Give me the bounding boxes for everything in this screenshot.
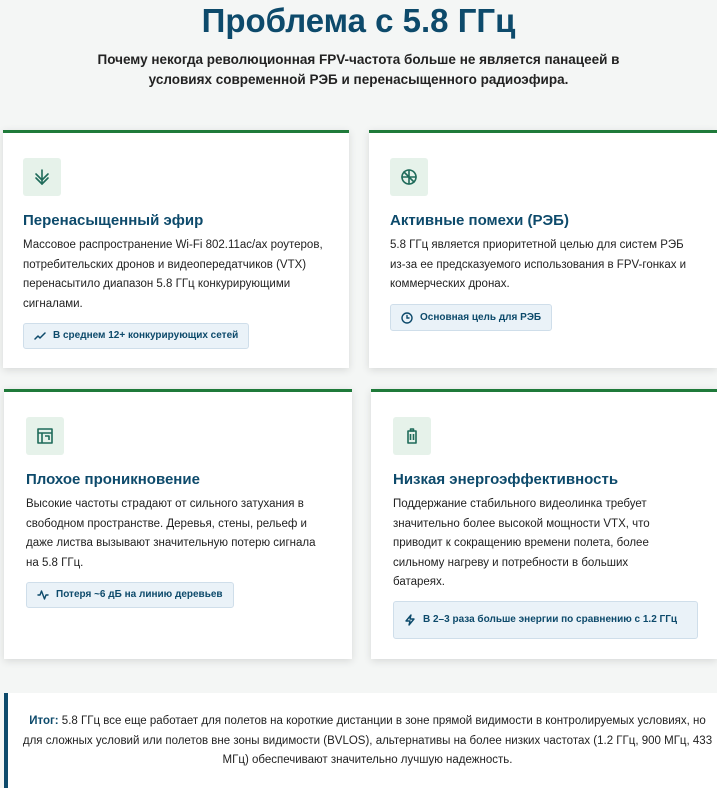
badge-loss bbox=[26, 582, 234, 608]
pulse-icon bbox=[37, 589, 49, 601]
badge-label: Основная цель для РЭБ bbox=[420, 311, 542, 323]
card-active-jamming bbox=[369, 130, 717, 368]
page-subtitle: Почему некогда революционная FPV-частота больше не является панацеей в условиях современной РЭБ и перенасыщенного радиоэфира. bbox=[97, 52, 620, 87]
card-low-efficiency bbox=[371, 389, 717, 659]
badge-label: В 2–3 раза больше энергии по сравнению с 1.2 ГГц bbox=[423, 614, 678, 625]
trend-icon bbox=[34, 330, 46, 342]
battery-icon bbox=[393, 417, 431, 455]
card-text: Высокие частоты страдают от сильного затухания в свободном пространстве. Деревья, стены, рельеф и даже листва вызывают значительную потерю сигнала на 5.8 ГГц. bbox=[26, 498, 316, 569]
card-text: 5.8 ГГц является приоритетной целью для систем РЭБ из-за ее предсказуемого использования в FPV-гонках и коммерческих дронах. bbox=[390, 239, 687, 290]
card-poor-penetration bbox=[4, 389, 352, 659]
badge-energy bbox=[393, 601, 698, 639]
panel-icon bbox=[26, 417, 64, 455]
card-title: Плохое проникновение bbox=[26, 471, 200, 488]
badge-target bbox=[390, 304, 552, 331]
summary-text bbox=[22, 712, 713, 771]
badge-networks bbox=[23, 323, 249, 349]
card-text: Поддержание стабильного видеолинка требует значительно более высокой мощности VTX, что приводит к сокращению времени полета, более сильному нагреву и потребности в больших батареях. bbox=[393, 498, 650, 588]
badge-label: Потеря ~6 дБ на линию деревьев bbox=[56, 589, 223, 600]
page-title: Проблема с 5.8 ГГц bbox=[201, 2, 516, 39]
card-text: Массовое распространение Wi-Fi 802.11ac/ax роутеров, потребительских дронов и видеопередатчиков (VTX) перенасытило диапазон 5.8 ГГц конкурирующими сигналами. bbox=[23, 239, 323, 310]
crosshair-icon bbox=[390, 158, 428, 196]
clock-icon bbox=[401, 312, 413, 324]
badge-label: В среднем 12+ конкурирующих сетей bbox=[53, 330, 239, 341]
card-title: Перенасыщенный эфир bbox=[23, 212, 204, 229]
signal-icon bbox=[23, 158, 61, 196]
summary-body: 5.8 ГГц все еще работает для полетов на короткие дистанции в зоне прямой видимости в контролируемых условиях, но для сложных условий или полетов вне зоны видимости (BVLOS), альтернативы на более низких частотах (1.2 ГГц, 900 МГц, 433 МГц) обеспечивают значительно лучшую надежность. bbox=[22, 715, 713, 766]
summary-label: Итог: bbox=[29, 715, 59, 727]
card-title: Низкая энергоэффективность bbox=[393, 471, 619, 488]
summary-box bbox=[4, 693, 717, 788]
card-title: Активные помехи (РЭБ) bbox=[390, 212, 569, 229]
card-saturated-air bbox=[3, 130, 349, 368]
bolt-icon bbox=[404, 614, 416, 626]
